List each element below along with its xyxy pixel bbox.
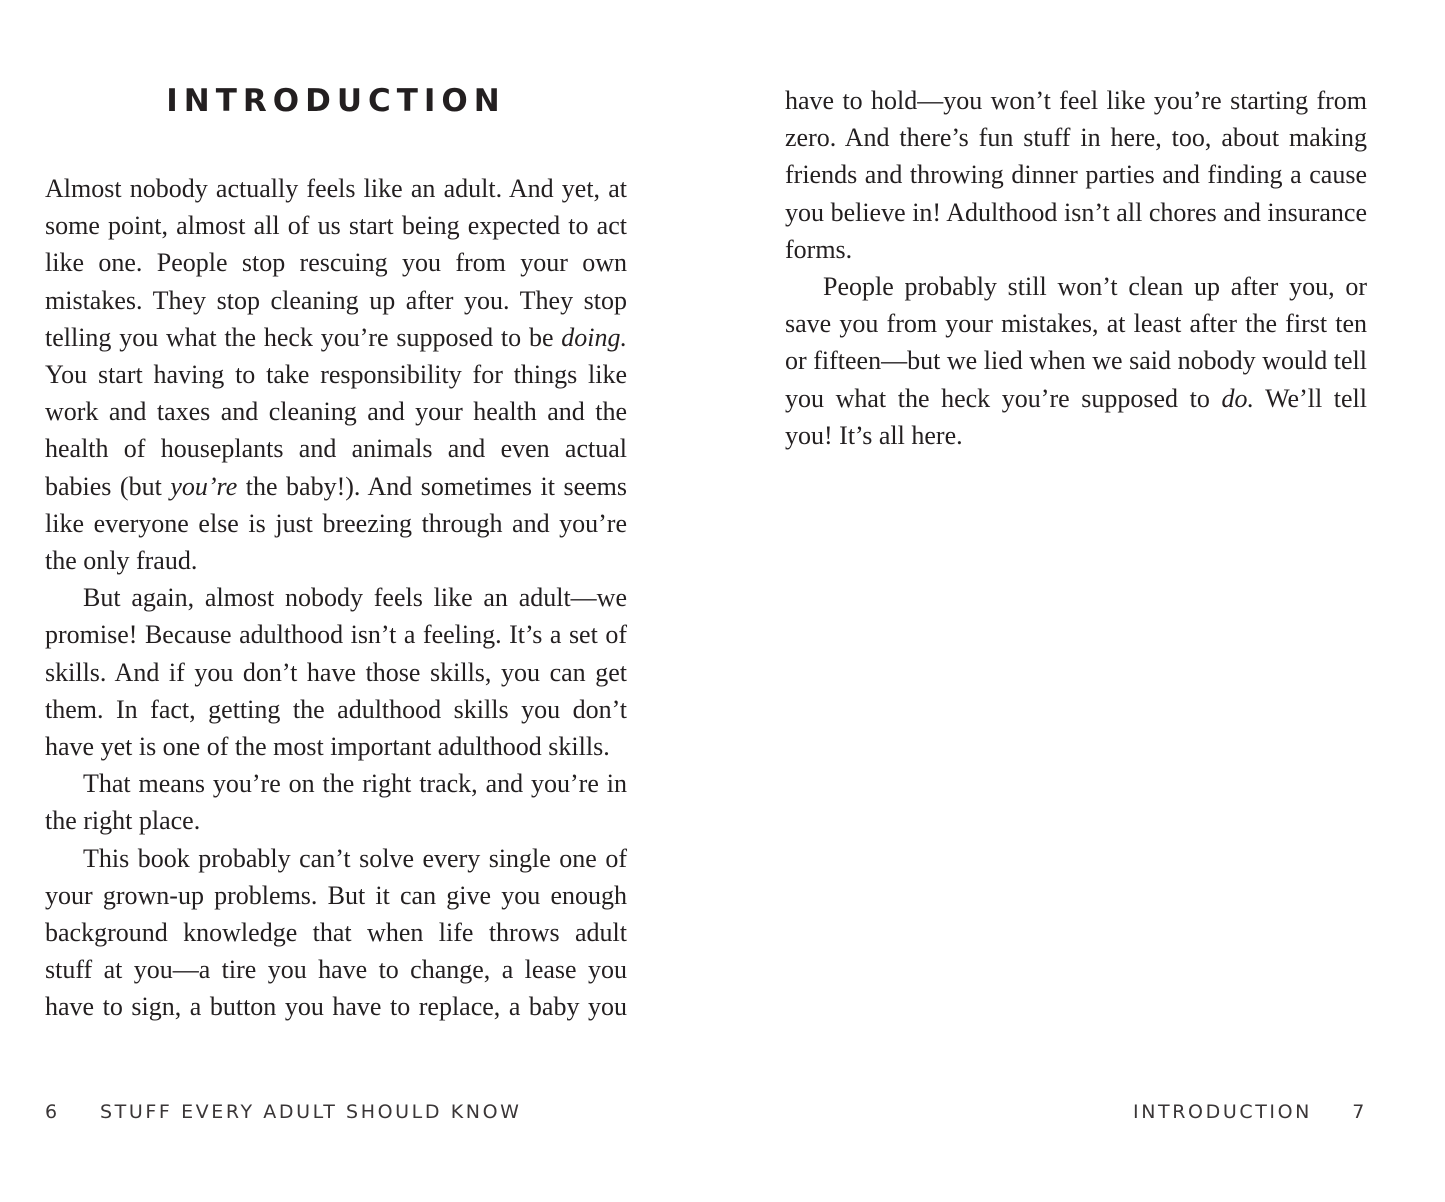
paragraph: have to hold—you won’t feel like you’re starting from zero. And there’s fun stuff in here, too, about making friends and throwing dinner parties and finding a cause you believe in! Adulthood isn’t all chores and insurance forms. (785, 86, 1367, 264)
running-head: INTRODUCTION (1133, 1101, 1312, 1123)
left-page-body (45, 170, 627, 1026)
paragraph: Almost nobody actually feels like an adult. And yet, at some point, almost all of us start being expected to act like one. People stop rescuing you from your own mistakes. They stop cleaning up after you. They stop telling you what the heck you’re supposed to be doing. You start having to take responsibility for things like work and taxes and cleaning and your health and the health of houseplants and animals and even actual babies (but you’re the baby!). And sometimes it seems like everyone else is just breezing through and you’re the only fraud. (45, 174, 627, 576)
right-page (722, 0, 1445, 1202)
paragraph: But again, almost nobody feels like an adult—we promise! Because adulthood isn’t a feeling. It’s a set of skills. And if you don’t have those skills, you can get them. In fact, getting the adulthood skills you don’t have yet is one of the most important adulthood skills. (45, 583, 627, 762)
left-page (0, 0, 722, 1202)
paragraph: This book probably can’t solve every single one of your grown-up problems. But it can give you enough background knowledge that when life throws adult stuff at you—a tire you have to change, a lease you have to sign, a button you have to replace, a baby you (45, 843, 627, 1022)
paragraph: People probably still won’t clean up after you, or save you from your mistakes, at least after the first ten or fifteen—but we lied when we said nobody would tell you what the heck you’re supposed to do. We’ll tell you! It’s all here. (785, 272, 1367, 450)
paragraph: That means you’re on the right track, and you’re in the right place. (45, 769, 627, 836)
page-number: 7 (1352, 1101, 1367, 1123)
running-head: STUFF EVERY ADULT SHOULD KNOW (100, 1101, 522, 1123)
chapter-title: INTRODUCTION (166, 83, 506, 119)
page-number: 6 (45, 1101, 60, 1123)
right-page-body (785, 82, 1367, 454)
